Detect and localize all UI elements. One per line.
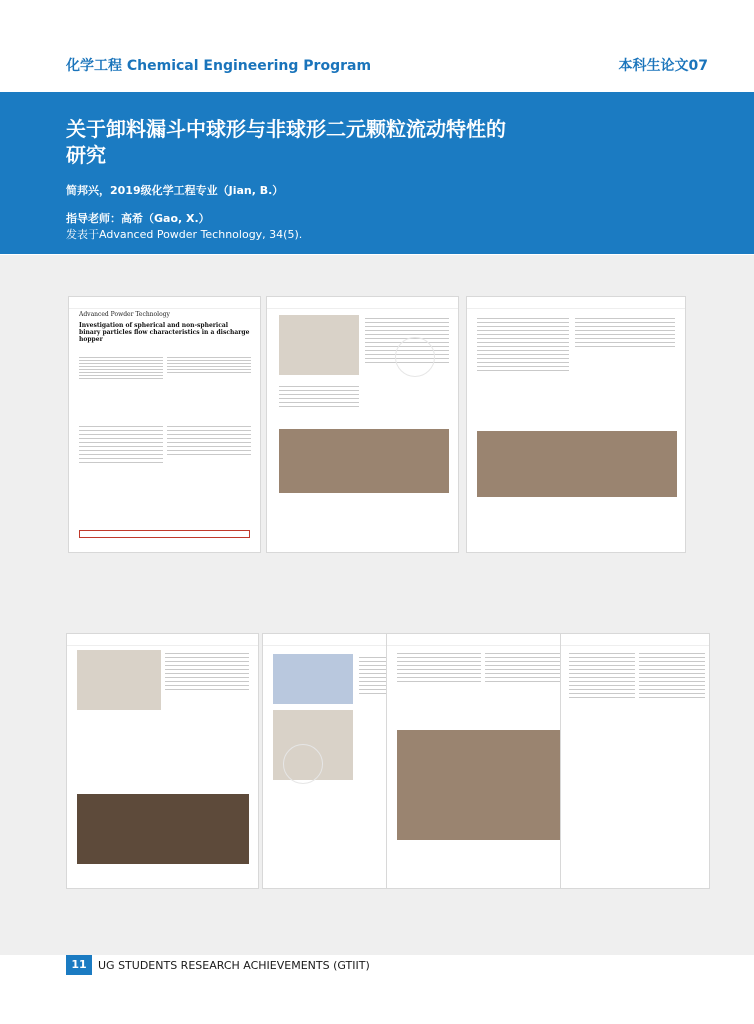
page-header <box>0 0 754 80</box>
paper-title: Investigation of spherical and non-spherical binary particles flow characteristics in a discharge hopper <box>79 322 250 343</box>
text-column <box>397 650 481 685</box>
advisor-line: 指导老师：高希（Gao, X.） <box>66 212 210 225</box>
text-column <box>485 650 569 685</box>
figure-placeholder <box>477 431 677 497</box>
watermark-seal <box>283 744 323 784</box>
section-label: 本科生论文07 <box>618 58 708 74</box>
page-header-strip <box>69 297 260 309</box>
figure-placeholder <box>279 429 449 493</box>
page-number: 11 <box>66 955 92 975</box>
figure-placeholder <box>279 315 359 375</box>
text-column <box>79 355 163 381</box>
paper-page-1 <box>68 296 261 553</box>
table-placeholder <box>77 650 161 710</box>
text-column <box>167 355 251 375</box>
text-column <box>165 650 249 693</box>
text-column <box>477 315 569 374</box>
red-notice-box <box>79 530 250 538</box>
chart-placeholder <box>273 654 353 704</box>
page-header-strip <box>267 297 458 309</box>
text-column <box>167 423 251 458</box>
page-header-strip <box>467 297 685 309</box>
text-column <box>79 423 163 466</box>
publication-source: 发表于Advanced Powder Technology, 34(5). <box>66 228 303 241</box>
paper-page-7 <box>560 633 710 889</box>
paper-preview-area <box>0 255 754 955</box>
author-line: 简邦兴，2019级化学工程专业（Jian, B.） <box>66 184 284 197</box>
page-header-strip <box>387 634 578 646</box>
paper-page-2 <box>266 296 459 553</box>
page-footer <box>0 955 754 1024</box>
page-header-strip <box>561 634 709 646</box>
paper-page-4 <box>66 633 259 889</box>
text-column <box>569 650 635 701</box>
text-column <box>639 650 705 701</box>
figure-placeholder <box>397 730 569 840</box>
program-title: 化学工程 Chemical Engineering Program <box>66 58 372 74</box>
watermark-seal <box>395 337 435 377</box>
text-column <box>575 315 675 350</box>
page-header-strip <box>67 634 258 646</box>
text-column <box>279 383 359 410</box>
journal-name: Advanced Powder Technology <box>79 311 170 318</box>
paper-page-6 <box>386 633 579 889</box>
paper-page-3 <box>466 296 686 553</box>
title-band <box>0 92 754 254</box>
figure-placeholder <box>77 794 249 864</box>
footer-text: UG STUDENTS RESEARCH ACHIEVEMENTS (GTIIT) <box>98 959 370 972</box>
article-title: 关于卸料漏斗中球形与非球形二元颗粒流动特性的研究 <box>66 117 506 167</box>
